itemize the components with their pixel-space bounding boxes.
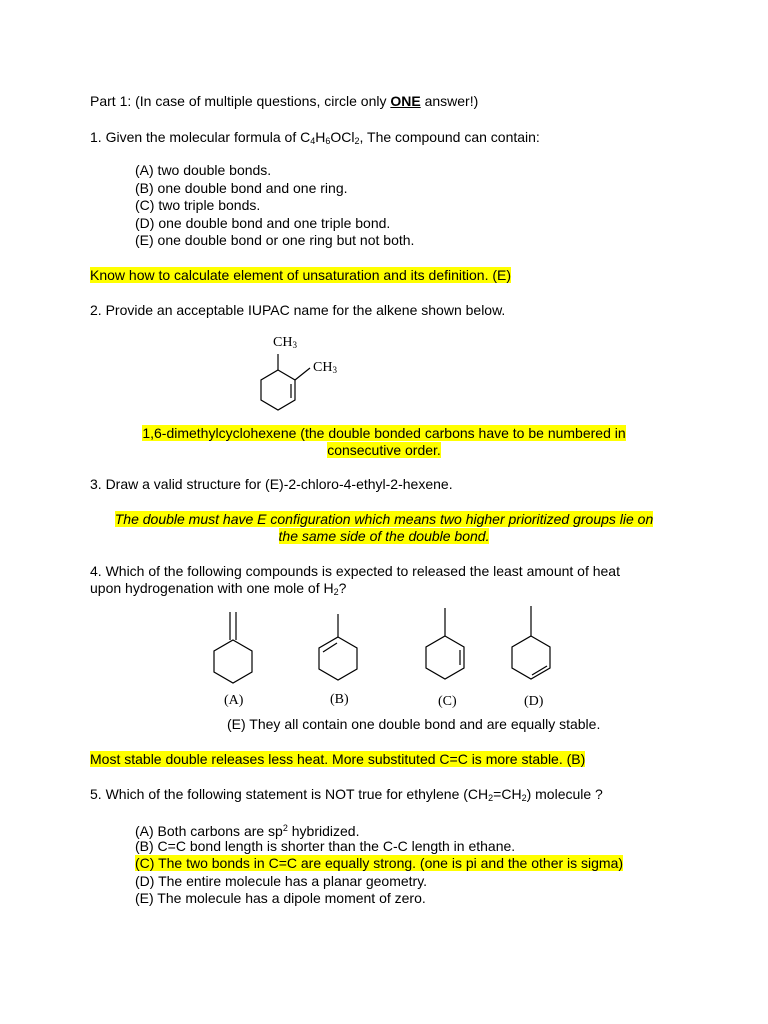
q4-structures <box>200 600 570 690</box>
question-4-line2: upon hydrogenation with one mole of $H_2$? <box>90 580 347 597</box>
q5-option-e: (E) The molecule has a dipole moment of zero. <box>135 890 426 907</box>
q1-option-a: (A) two double bonds. <box>135 162 272 178</box>
q3-answer: The double must have E configuration which means two higher prioritized groups lie on the same side of the double bond. <box>114 511 654 544</box>
choice-label-a: (A) <box>224 693 244 708</box>
structure-c <box>426 608 464 679</box>
q1-option-c: (C) two triple bonds. <box>135 197 261 214</box>
dimethylcyclohexene-structure <box>250 332 360 414</box>
q5-option-c: (C) The two bonds in C=C are equally strong. (one is pi and the other is sigma) <box>135 855 624 872</box>
q1-answer: Know how to calculate element of unsaturation and its definition. (E) <box>90 267 512 283</box>
q5-option-d: (D) The entire molecule has a planar geometry. <box>135 872 428 889</box>
q1-option-d: (D) one double bond and one triple bond. <box>135 214 391 231</box>
q1-option-b: (B) one double bond and one ring. <box>135 179 348 196</box>
structure-a <box>214 612 252 683</box>
structure-b <box>319 614 357 680</box>
structure-d <box>512 606 550 679</box>
question-4-line1: 4. Which of the following compounds is expected to released the least amount of heat <box>90 563 620 579</box>
question-3: 3. Draw a valid structure for (E)-2-chloro-4-ethyl-2-hexene. <box>90 476 453 492</box>
methyl-label-side: $CH_3$ <box>313 360 337 375</box>
question-1: 1. Given the molecular formula of $C_4H_6OCl_2$, The compound can contain: <box>90 129 540 146</box>
part1-instructions: Part 1: (In case of multiple questions, circle only ONE answer!) <box>90 93 479 109</box>
choice-label-c: (C) <box>438 694 457 709</box>
q1-option-e: (E) one double bond or one ring but not both. <box>135 232 415 249</box>
q4-option-e: (E) They all contain one double bond and are equally stable. <box>227 716 601 732</box>
q5-option-b: (B) C=C bond length is shorter than the C-C length in ethane. <box>135 837 516 854</box>
q4-answer: Most stable double releases less heat. More substituted C=C is more stable. (B) <box>90 751 586 767</box>
emphasis-one: ONE <box>390 93 421 109</box>
q2-answer: 1,6-dimethylcyclohexene (the double bonded carbons have to be numbered in consecutive order. <box>142 425 626 458</box>
question-2: 2. Provide an acceptable IUPAC name for the alkene shown below. <box>90 302 506 318</box>
choice-label-b: (B) <box>330 692 349 707</box>
q5-option-a: (A) Both carbons are $sp^2$ hybridized. <box>135 823 360 839</box>
question-5: 5. Which of the following statement is NOT true for ethylene $(CH_2=CH_2)$ molecule ? <box>90 786 603 803</box>
choice-label-d: (D) <box>524 694 544 709</box>
methyl-label-top: $CH_3$ <box>273 335 297 350</box>
